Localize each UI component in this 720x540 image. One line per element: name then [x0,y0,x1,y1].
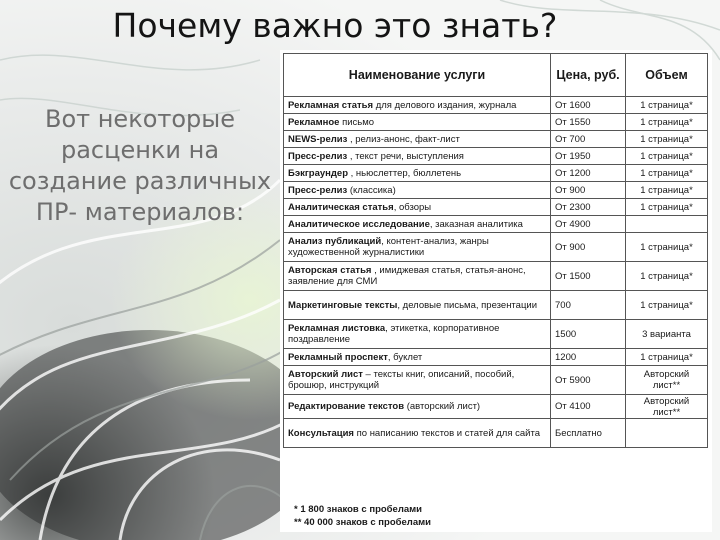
price-cell: От 1950 [551,148,626,165]
price-cell: От 900 [551,182,626,199]
price-cell: От 1600 [551,97,626,114]
volume-cell: 1 страница* [626,148,708,165]
service-name-bold: Авторский лист [288,369,363,380]
table-row [284,216,708,233]
table-row [284,262,708,291]
footnote: * 1 800 знаков с пробелами [294,504,423,515]
service-name-cell [284,320,551,349]
service-name-rest: , обзоры [393,201,432,213]
footnote: ** 40 000 знаков с пробелами [294,517,431,528]
volume-cell: 1 страница* [626,262,708,291]
table-row [284,395,708,419]
service-name-rest: , контент-анализ, жанры художественной журналистики [288,236,489,258]
service-name-cell [284,349,551,366]
service-name-bold: Аналитическое исследование [288,218,430,230]
service-name-cell [284,419,551,448]
service-name-cell [284,199,551,216]
price-table [283,53,708,448]
service-name-rest: письмо [339,116,375,128]
service-name-cell [284,165,551,182]
service-name-rest: , буклет [387,351,423,363]
intro-line: создание различных [8,167,272,195]
service-name-cell [284,216,551,233]
service-name-cell [284,114,551,131]
service-name-bold: Пресс-релиз [288,184,348,196]
table-row [284,131,708,148]
header-volume: Объем [626,54,708,97]
service-name-bold: Аналитическая статья [288,201,394,213]
service-name-cell [284,131,551,148]
price-cell: 1200 [551,349,626,366]
price-cell: 700 [551,291,626,320]
service-name-rest: , релиз-анонс, факт-лист [347,133,460,145]
volume-cell: 1 страница* [626,233,708,262]
service-name-bold: Авторская статья [288,265,372,276]
price-cell: Бесплатно [551,419,626,448]
service-name-cell [284,233,551,262]
service-name-bold: Рекламная листовка [288,323,386,334]
service-name-bold: Рекламный проспект [288,351,388,363]
service-name-rest: , заказная аналитика [429,218,523,230]
price-cell: От 900 [551,233,626,262]
service-name-cell [284,262,551,291]
price-cell: От 1200 [551,165,626,182]
volume-cell: 1 страница* [626,165,708,182]
volume-cell: 1 страница* [626,131,708,148]
intro-text [4,104,276,228]
price-table-panel [280,50,712,532]
service-name-rest: (классика) [347,184,396,196]
service-name-cell [284,291,551,320]
service-name-cell [284,97,551,114]
volume-cell: 1 страница* [626,291,708,320]
volume-cell: Авторский лист** [626,366,708,395]
footnotes [294,503,431,529]
volume-cell: 1 страница* [626,349,708,366]
service-name-cell [284,148,551,165]
price-cell: От 4100 [551,395,626,419]
service-name-rest: – тексты книг, описаний, пособий, брошюр, инструкций [288,369,515,391]
service-name-bold: Маркетинговые тексты [288,299,398,311]
service-name-cell [284,182,551,199]
price-cell: От 5900 [551,366,626,395]
service-name-bold: Рекламная статья [288,99,374,111]
intro-line: Вот некоторые [44,105,235,133]
volume-cell: Авторский лист** [626,395,708,419]
slide-title: Почему важно это знать? [112,6,558,45]
service-name-bold: Бэкграундер [288,167,349,179]
volume-cell: 1 страница* [626,182,708,199]
table-row [284,182,708,199]
table-row [284,291,708,320]
table-row [284,199,708,216]
service-name-bold: Редактирование текстов [288,401,405,412]
service-name-rest: , текст речи, выступления [347,150,464,162]
price-cell: 1500 [551,320,626,349]
volume-cell: 1 страница* [626,114,708,131]
service-name-bold: Консультация [288,427,354,439]
volume-cell: 1 страница* [626,97,708,114]
service-name-cell [284,366,551,395]
service-name-cell [284,395,551,419]
volume-cell: 3 варианта [626,320,708,349]
service-name-bold: Рекламное [288,116,340,128]
table-row [284,366,708,395]
table-row [284,233,708,262]
header-price: Цена, руб. [551,54,626,97]
service-name-rest: , этикетка, корпоративное поздравление [288,323,500,345]
header-service: Наименование услуги [284,54,551,97]
service-name-bold: Пресс-релиз [288,150,348,162]
service-name-rest: (авторский лист) [404,401,481,412]
volume-cell [626,419,708,448]
volume-cell [626,216,708,233]
service-name-rest: , ньюслеттер, бюллетень [348,167,462,179]
price-cell: От 2300 [551,199,626,216]
price-cell: От 1550 [551,114,626,131]
volume-cell: 1 страница* [626,199,708,216]
table-row [284,97,708,114]
service-name-rest: , имиджевая статья, статья-анонс, заявление для СМИ [288,265,526,287]
service-name-rest: по написанию текстов и статей для сайта [353,427,541,439]
intro-line: ПР- материалов: [35,198,245,226]
table-row [284,320,708,349]
service-name-rest: для делового издания, журнала [373,99,517,111]
table-row [284,114,708,131]
table-row [284,419,708,448]
price-cell: От 1500 [551,262,626,291]
service-name-bold: NEWS-релиз [288,133,348,145]
service-name-bold: Анализ публикаций [288,236,382,247]
price-cell: От 4900 [551,216,626,233]
table-row [284,165,708,182]
table-header-row [284,54,708,97]
table-row [284,148,708,165]
service-name-rest: , деловые письма, презентации [397,299,538,311]
table-row [284,349,708,366]
intro-line: расценки на [60,136,220,164]
price-cell: От 700 [551,131,626,148]
